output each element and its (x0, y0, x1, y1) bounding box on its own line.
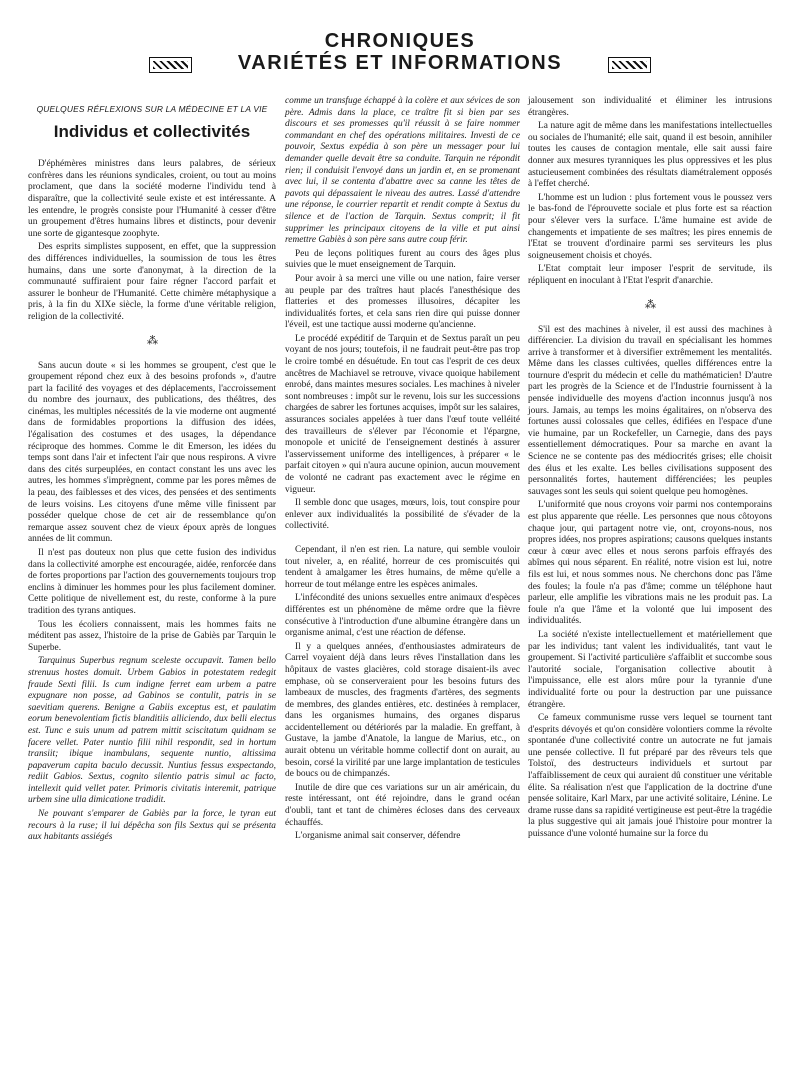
paragraph: Ce fameux communisme russe vers lequel se tournent tant d'esprits dévoyés et qu'on considère volontiers comme la révolte spontanée d'une collectivité contre un autocrate ne fut jamais une pensée collective. Il fut préparé par des rêveurs tels que Tolstoï, des destructeurs individuels et surtout par l'affaiblissement de ceux qui auraient dû constituer une véritable élite. Sa réalisation n'est que l'application de la doctrine d'une pensée solitaire, Karl Marx, par une activité solitaire, Lénine. Le drame russe dans sa rapidité vertigineuse est peut-être la tragédie la plus suggestive qui ait jamais joué l'histoire pour montrer la puissance d'une volonté humaine sur la force du (528, 713, 772, 840)
paragraph: comme un transfuge échappé à la colère et aux sévices de son père. Admis dans la place, ce traître fit si bien par ses discours et ses promesses qu'il réussit à se faire nommer commandant en chef des opérations militaires. Investi de ce pouvoir, Sextus expédia à son père un messager pour lui demander quelle devait être sa conduite. Tarquin ne répondit rien; il conduisit l'envoyé dans un jardin et, en se promenant avec lui, il se contenta d'abattre avec sa canne les têtes de pavots qui dépassaient le niveau des autres. Lassé d'attendre une réponse, le courrier repartit et rendit compte à Sextus du silence et de l'action de Tarquin. Sextus comprit; il fit supprimer les principaux citoyens de la ville et put ainsi remettre Gabiès à son père sans autre coup férir. (285, 96, 520, 246)
paragraph: Le procédé expéditif de Tarquin et de Sextus paraît un peu voyant de nos jours; toutefois, il ne faudrait peut-être pas trop le croire tombé en désuétude. En tout cas l'esprit de ces deux ancêtres de Machiavel se retrouve, vivace quoique habilement enrobé, dans maintes mesures sociales. Les machines à niveler sont nombreuses : impôt sur le revenu, lois sur les successions chargées de sabrer les fortunes acquises, impôt sur les salaires, assurances sociales appelées à tuer dans l'œuf toute velléité des travailleurs de s'élever par l'économie et l'épargne, monopole et unicité de l'enseignement destinés à assurer l'asservissement uniforme des intelligences, à préparer « le parfait citoyen » qui n'aura aucune opinion, aucun mouvement de volonté ne cadrant pas exactement avec le régime en vigueur. (285, 333, 520, 495)
section-title: CHRONIQUES (324, 30, 476, 52)
paragraph: jalousement son individualité et éliminer les intrusions étrangères. (528, 96, 772, 118)
paragraph: Ne pouvant s'emparer de Gabiès par la force, le tyran eut recours à la ruse; il lui dépêcha son fils Sextus qui se présenta aux habitants assiégés (28, 809, 276, 843)
article-title: Individus et collectivités (53, 121, 251, 141)
column-1 (28, 96, 276, 846)
paragraph: Peu de leçons politiques furent au cours des âges plus suivies que le muet enseignement de Tarquin. (285, 248, 520, 271)
paragraph: La nature agit de même dans les manifestations intellectuelles ou sociales de l'humanité; elle sait, quand il est besoin, annihiler toutes les causes de contagion mentale, elle sait aussi faire donner aux mesures tyranniques les plus oppressives et les plus astucieusement combinées des résultats diamétralement opposés à l'effet cherché. (528, 121, 772, 190)
paragraph: L'organisme animal sait conserver, défendre (295, 831, 461, 842)
paragraph: Inutile de dire que ces variations sur un air américain, du reste intéressant, ont été rejoindre, dans le grand océan d'oubli, tant et tant de chimères écloses dans des cerveaux échauffés. (285, 782, 520, 828)
section-separator: ⁂ (645, 298, 655, 311)
column-3 (528, 96, 772, 843)
paragraph: L'uniformité que nous croyons voir parmi nos contemporains est plus apparente que réelle. Les personnes que nous côtoyons chaque jour, qui partagent notre vie, ont, croyons-nous, nos propres idées, nos propres aspirations; causons quelques instants cœur à cœur avec elles et nous serons parfois effrayés des abîmes qui nous séparent. En réalité, notre vision est lui, notre fils est lui, et nous sommes nous. Ne cherchons donc pas l'âme des foules; la foule n'a pas d'âme; comme un téléphone haut parleur, elle amplifie les vibrations mais ne les produit pas. La foule n'a que l'âme et la volonté que lui imposent des individualités. (528, 500, 772, 627)
paragraph: L'Etat comptait leur imposer l'esprit de servitude, ils répliquent en inoculant à l'Etat l'esprit d'anarchie. (528, 264, 772, 286)
paragraph: L'homme est un ludion : plus fortement vous le poussez vers le bas-fond de l'éprouvette sociale et plus forte est sa réaction pour s'élever vers la surface. L'âme humaine est avide de changements et impatiente de ses maîtres; les pires ennemis de l'Etat se trouvent d'ordinaire parmi ses serviteurs les plus soigneusement choisis et choyés. (528, 192, 772, 261)
paragraph: La société n'existe intellectuellement et matériellement que par les individus; tant valent les individualités, tant vaut le groupement. Si l'activité particulière s'affaiblit et succombe sous l'autorité sociale, l'organisation collective aboutit à l'impuissance, elle est alors mûre pour la tyrannie d'une individualité forte ou pour la destruction par une puissance étrangère. (528, 629, 772, 710)
page-header (0, 24, 800, 76)
paragraph: L'infécondité des unions sexuelles entre animaux d'espèces différentes est un phénomène de même ordre que la fièvre consécutive à l'introduction d'une albumine étrangère dans un organisme animal, c'est une réaction de défense. (285, 593, 520, 639)
paragraph: Cependant, il n'en est rien. La nature, qui semble vouloir tout niveler, a, en réalité, horreur de ces promiscuités qui tendent à amalgamer les êtres humains, de même qu'elle a horreur de tout mélange entre les espèces animales. (285, 544, 520, 590)
article-kicker: QUELQUES RÉFLEXIONS SUR LA MÉDECINE ET LA VIE (36, 104, 268, 114)
section-subtitle: VARIÉTÉS ET INFORMATIONS (237, 52, 563, 74)
section-separator: ⁂ (147, 334, 157, 347)
paragraph: Sans aucun doute « si les hommes se groupent, c'est que le groupement répond chez eux à des besoins profonds », d'autre part la facilité des voyages et des déplacements, l'accroissement du nombre des journaux, des publications, des théâtres, des cinémas, les multiples nécessités de la vie moderne ont augmenté dans de formidables proportions la diffusion des idées, l'égalisation des costumes et des usages, la dépendance réciproque des hommes. Comme le dit Emerson, les idées du temps sont dans l'air et infectent l'air que nous respirons. A vivre dans des cités surpeuplées, en contact constant les uns avec les autres, les hommes s'imprègnent, comme par les pores mêmes de la peau, des faiblesses et des vices, des pensées et des sentiments de leurs voisins. Les citoyens d'une même ville finissent par posséder quelque chose de cet air de ressemblance qu'on remarque assez souvent chez de vieux époux après de longues années de lit commun. (28, 360, 276, 545)
paragraph-gap (285, 535, 520, 545)
column-2 (285, 96, 520, 845)
paragraph: Il semble donc que usages, mœurs, lois, tout conspire pour enlever aux individualités la possibilité de s'évader de la collectivité. (285, 498, 520, 532)
latin-quote: Tarquinus Superbus regnum sceleste occupavit. Tamen bello strenuus hostes domuit. Urbem Gabios in potestatem redegit fraude Sexti filii. Is cum indigne ferret eam urbem a patre expugnare non posse, ad Gabinos se contulit, patris in se saevitiam querens. Benigne a Gabiis exceptus est, et paulatim eorum benevolentiam fictis blanditiis alliciendo, dux belli electus est. Tunc e suis unum ad patrem mittit sciscitatum quidnam se facere vellet. Pater nuntio filii nihil respondit, sed in hortum transiit; ibique inambulans, sequente nuntio, altissima papaverum capita baculo decussit. Nuntius fessus exspectando, rediit Gabios. Sextus, cognito silentio patris simul ac facto, intellexit quid vellet pater. Primoris civitatis interemit, patrique urbem sine ulla dimicatione tradidit. (28, 656, 276, 806)
paragraph: Il n'est pas douteux non plus que cette fusion des individus dans la collectivité amorphe est encouragée, aidée, renforcée dans de fortes proportions par l'action des gouvernements toujours trop enclins à diminuer les hommes pour les plus facilement dominer. Cette politique de nivellement est, du reste, conforme à la pure tradition des tyrans antiques. (28, 548, 276, 616)
paragraph: D'éphémères ministres dans leurs palabres, de sérieux confrères dans les réunions syndicales, croient, ou tout au moins proclament, que dans la société moderne l'individu tend à disparaître, que la collectivité seule existe et est intéressante. A les entendre, le progrès consiste pour l'Humanité à cesser d'être un groupement d'êtres humains libres et distincts, pour devenir une sorte de gigantesque zoophyte. (28, 159, 276, 239)
paragraph: S'il est des machines à niveler, il est aussi des machines à différencier. La division du travail en spécialisant les hommes arrive à transformer et à diversifier extrêmement les mentalités. Même dans les classes cultivées, quelles différences entre la tournure d'esprit du médecin et celle du mathématicien! D'autre part les progrès de la Science et de l'Industrie fournissent à la pensée individuelle des moyens d'action inconnus jusqu'à nos jours. Jamais, au temps les moins égalitaires, on n'observa des fortunes aussi colossales que celles, édifiées en l'espace d'une vie humaine, par un Rockefeller, un Carnegie, dans des pays essentiellement démocratiques. Pour sa marche en avant la Science ne se contente pas des médiocrités grises; elle choisit des élus et les exalte. Les belles civilisations supposent des personnalités fortes, hautement différenciées; les peuples sauvages sont les seuls qui soient quelque peu homogènes. (528, 324, 772, 497)
paragraph: Pour avoir à sa merci une ville ou une nation, faire verser au peuple par des traîtres haut placés l'anesthésique des flatteries et des promesses illusoires, décapiter les individualités fortes, et cela sans rien dire qui puisse donner l'éveil, est une tactique aussi moderne qu'ancienne. (285, 273, 520, 331)
paragraph: Des esprits simplistes supposent, en effet, que la suppression des différences individuelles, la soumission de tous les êtres humains, dans une sorte d'anonymat, à la direction de la communauté suffiraient pour faire régner l'accord parfait et assurer le bonheur de l'Humanité. Cette chimère métaphysique a pris, à la fin du XIXe siècle, la forme d'une véritable religion, religion de la collectivité. (28, 242, 276, 322)
paragraph: Il y a quelques années, d'enthousiastes admirateurs de Carrel voyaient déjà dans leurs rêves l'installation dans les hôpitaux de vastes glacières, cold storage disaient-ils avec emphase, où se conserveraient pour les besoins futurs des lambeaux de muscles, des fragments d'artères, des segments de membres, des glandes entières, etc. destinées à remplacer, dans les organismes humains, des organes disparus accidentellement ou détériorés par la maladie. En greffant, à Gustave, la jambe d'Anatole, la langue de Marius, etc., on aurait obtenu un véritable homme collectif dont on aurait, au besoin, corsé la virilité par une large implantation de testicules de boucs ou de chimpanzés. (285, 641, 520, 780)
paragraph: Tous les écoliers connaissent, mais les hommes faits ne méditent pas assez, l'histoire de la prise de Gabiès par Tarquin le Superbe. (28, 619, 276, 653)
ornament-right-icon (608, 57, 651, 73)
